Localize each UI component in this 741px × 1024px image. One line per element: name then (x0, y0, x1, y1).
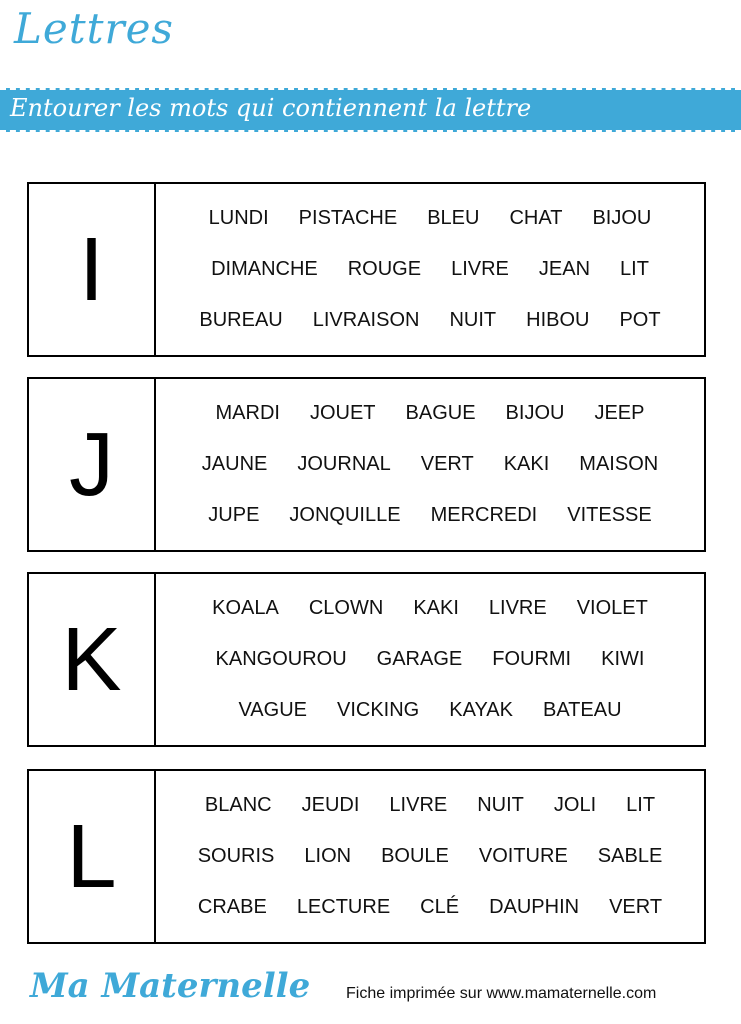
word-row (156, 439, 704, 490)
word-item[interactable]: JEEP (594, 402, 645, 424)
word-row (156, 882, 704, 933)
word-list (156, 771, 704, 942)
word-item[interactable]: KAKI (503, 453, 550, 475)
word-row (156, 244, 704, 295)
word-item[interactable]: LIVRE (389, 794, 448, 816)
target-letter: K (29, 574, 156, 745)
letter-box-l (27, 769, 706, 944)
word-row (156, 490, 704, 541)
word-item[interactable]: JEAN (538, 258, 591, 280)
word-item[interactable]: CLÉ (420, 896, 460, 918)
word-item[interactable]: LUNDI (208, 207, 269, 229)
word-item[interactable]: LIVRAISON (312, 309, 420, 331)
word-item[interactable]: LIVRE (451, 258, 509, 280)
word-item[interactable]: BUREAU (199, 309, 283, 331)
word-row (156, 831, 704, 882)
word-row (156, 780, 704, 831)
word-item[interactable]: MAISON (579, 453, 659, 475)
instruction-text: Entourer les mots qui contiennent la lettre (10, 94, 532, 122)
word-row (156, 193, 704, 244)
word-item[interactable]: CLOWN (308, 597, 384, 619)
word-item[interactable]: KAKI (413, 597, 459, 619)
word-item[interactable]: VIOLET (576, 597, 648, 619)
word-row (156, 685, 704, 736)
word-item[interactable]: VITESSE (567, 504, 652, 526)
target-letter: I (29, 184, 156, 355)
word-item[interactable]: JUPE (208, 504, 260, 526)
word-item[interactable]: BATEAU (542, 699, 622, 721)
word-list (156, 184, 704, 355)
word-item[interactable]: JOURNAL (297, 453, 391, 475)
word-item[interactable]: JOUET (309, 402, 376, 424)
word-item[interactable]: JAUNE (201, 453, 268, 475)
word-item[interactable]: HIBOU (526, 309, 590, 331)
footer-text: Fiche imprimée sur www.mamaternelle.com (346, 985, 657, 1002)
letter-box-k (27, 572, 706, 747)
word-item[interactable]: MERCREDI (430, 504, 538, 526)
word-list (156, 574, 704, 745)
word-item[interactable]: DIMANCHE (211, 258, 318, 280)
target-letter: J (29, 379, 156, 550)
word-item[interactable]: BLEU (427, 207, 480, 229)
word-item[interactable]: SABLE (597, 845, 663, 867)
word-item[interactable]: BIJOU (592, 207, 652, 229)
word-item[interactable]: POT (619, 309, 661, 331)
word-item[interactable]: ROUGE (347, 258, 422, 280)
word-item[interactable]: KAYAK (449, 699, 513, 721)
word-item[interactable]: SOURIS (197, 845, 275, 867)
word-item[interactable]: VAGUE (238, 699, 307, 721)
word-item[interactable]: BAGUE (405, 402, 476, 424)
letter-box-j (27, 377, 706, 552)
word-item[interactable]: LIT (620, 258, 649, 280)
word-row (156, 583, 704, 634)
word-item[interactable]: VERT (609, 896, 663, 918)
word-item[interactable]: GARAGE (376, 648, 463, 670)
word-item[interactable]: LION (304, 845, 352, 867)
letter-box-i (27, 182, 706, 357)
word-item[interactable]: BOULE (381, 845, 449, 867)
word-item[interactable]: NUIT (477, 794, 524, 816)
word-row (156, 634, 704, 685)
word-item[interactable]: FOURMI (492, 648, 572, 670)
word-list (156, 379, 704, 550)
word-item[interactable]: BIJOU (505, 402, 565, 424)
word-item[interactable]: CHAT (509, 207, 563, 229)
brand-logo: Ma Maternelle (30, 966, 311, 1006)
word-item[interactable]: JONQUILLE (289, 504, 401, 526)
page-title: Lettres (14, 4, 174, 53)
word-item[interactable]: DAUPHIN (489, 896, 580, 918)
word-item[interactable]: JEUDI (301, 794, 360, 816)
word-item[interactable]: LECTURE (296, 896, 391, 918)
word-item[interactable]: MARDI (215, 402, 280, 424)
word-item[interactable]: KIWI (601, 648, 645, 670)
word-item[interactable]: KOALA (212, 597, 279, 619)
word-item[interactable]: PISTACHE (298, 207, 398, 229)
word-item[interactable]: BLANC (204, 794, 272, 816)
word-item[interactable]: JOLI (553, 794, 597, 816)
word-item[interactable]: VERT (420, 453, 474, 475)
word-item[interactable]: VOITURE (478, 845, 568, 867)
instruction-banner (0, 88, 741, 132)
target-letter: L (29, 771, 156, 942)
word-item[interactable]: CRABE (197, 896, 267, 918)
word-item[interactable]: NUIT (449, 309, 497, 331)
word-item[interactable]: LIVRE (488, 597, 547, 619)
word-row (156, 388, 704, 439)
word-item[interactable]: KANGOUROU (215, 648, 347, 670)
word-item[interactable]: LIT (626, 794, 656, 816)
word-row (156, 295, 704, 346)
word-item[interactable]: VICKING (337, 699, 420, 721)
